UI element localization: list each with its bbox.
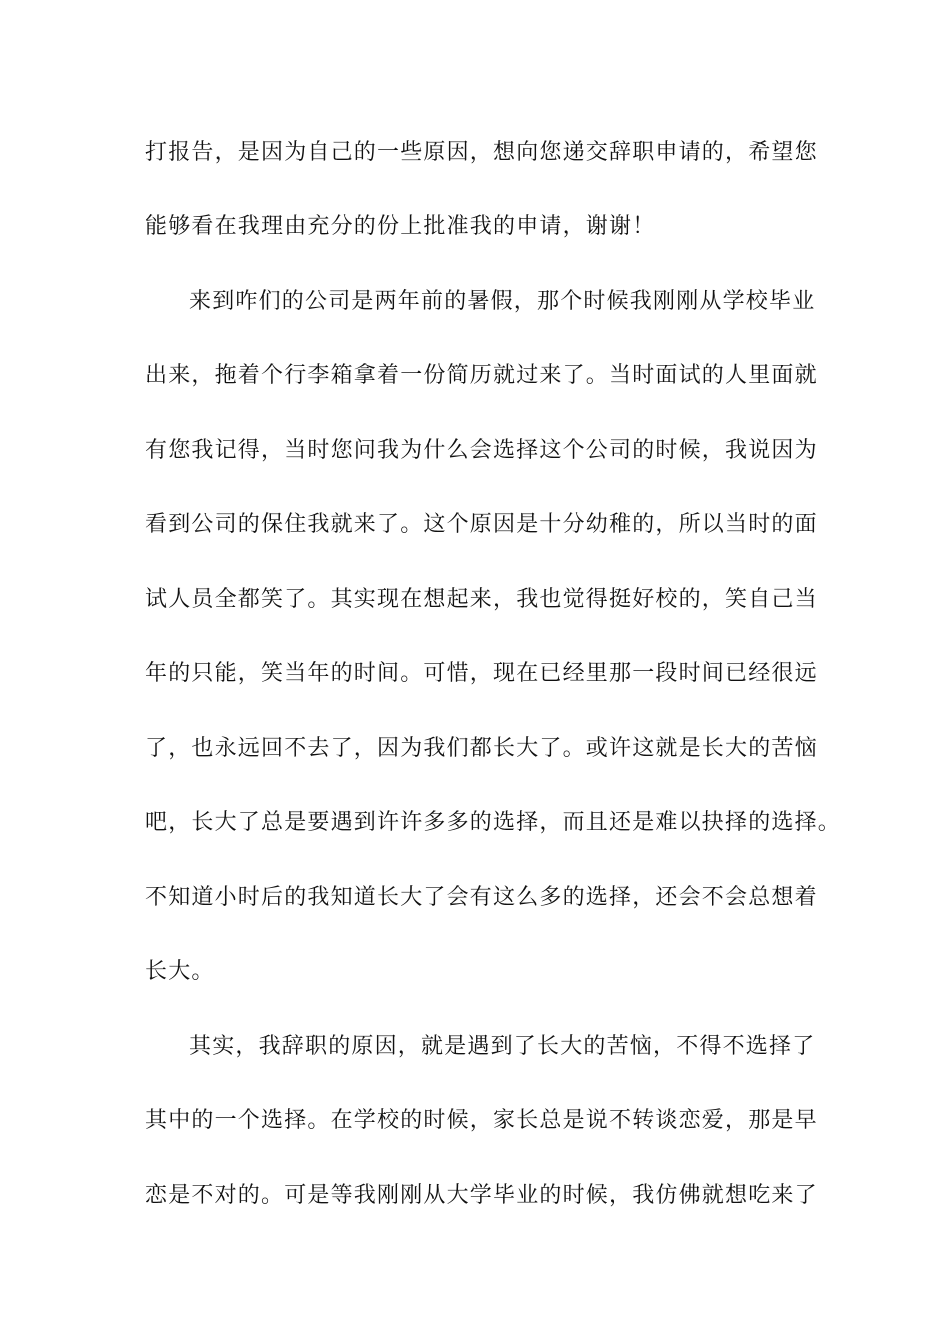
text-line: 恋是不对的。可是等我刚刚从大学毕业的时候，我仿佛就想吃来了 bbox=[145, 1183, 818, 1208]
paragraph-start-line: 其实，我辞职的原因，就是遇到了长大的苦恼，不得不选择了 bbox=[189, 1034, 816, 1059]
text-line: 长大。 bbox=[145, 959, 215, 984]
text-line: 看到公司的保住我就来了。这个原因是十分幼稚的，所以当时的面 bbox=[145, 512, 818, 537]
text-line: 不知道小时后的我知道长大了会有这么多的选择，还会不会总想着 bbox=[145, 885, 818, 910]
text-line: 试人员全都笑了。其实现在想起来，我也觉得挺好校的，笑自己当 bbox=[145, 587, 818, 612]
text-line: 出来，拖着个行李箱拿着一份简历就过来了。当时面试的人里面就 bbox=[145, 363, 818, 388]
text-line: 吧，长大了总是要遇到许许多多的选择，而且还是难以抉择的选择。 bbox=[145, 810, 842, 835]
text-line: 能够看在我理由充分的份上批准我的申请，谢谢！ bbox=[145, 214, 656, 239]
text-line: 了，也永远回不去了，因为我们都长大了。或许这就是长大的苦恼 bbox=[145, 736, 818, 761]
text-line: 年的只能，笑当年的时间。可惜，现在已经里那一段时间已经很远 bbox=[145, 661, 818, 686]
text-line: 打报告，是因为自己的一些原因，想向您递交辞职申请的，希望您 bbox=[145, 140, 818, 165]
text-line: 其中的一个选择。在学校的时候，家长总是说不转谈恋爱，那是早 bbox=[145, 1108, 818, 1133]
text-line: 有您我记得，当时您问我为什么会选择这个公司的时候，我说因为 bbox=[145, 438, 818, 463]
paragraph-start-line: 来到咋们的公司是两年前的暑假，那个时候我刚刚从学校毕业 bbox=[189, 289, 816, 314]
